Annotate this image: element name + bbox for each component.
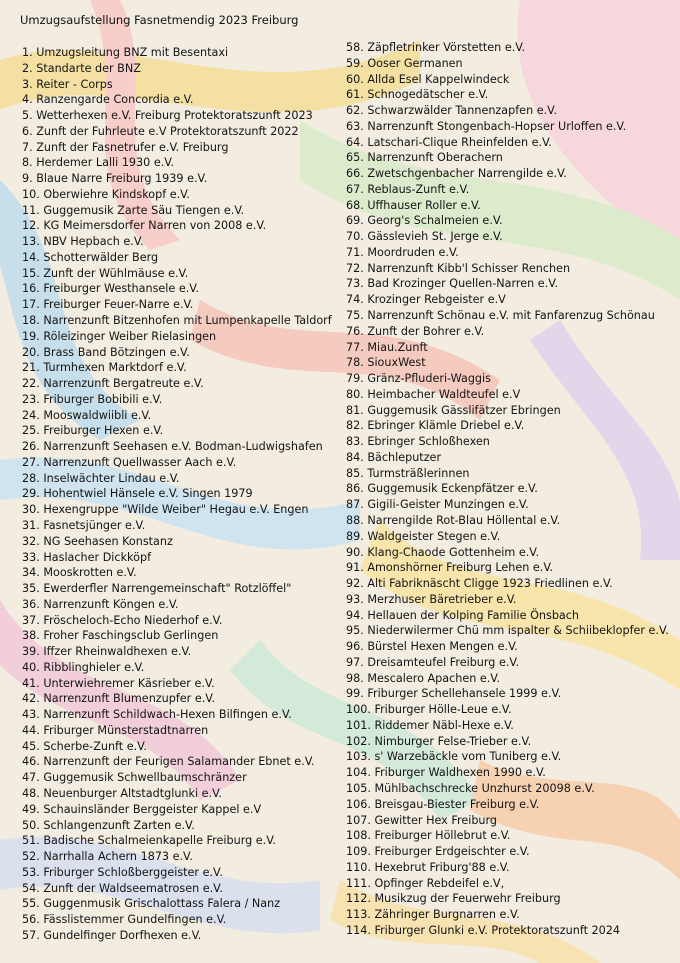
parade-list-item: 89. Waldgeister Stegen e.V.: [346, 529, 501, 543]
parade-list-item: 99. Friburger Schellehansele 1999 e.V.: [346, 687, 562, 701]
parade-list-item: 75. Narrenzunft Schönau e.V. mit Fanfarenzug Schönau: [346, 309, 655, 323]
parade-list-item: 4. Ranzengarde Concordia e.V.: [22, 93, 194, 107]
parade-list-item: 35. Ewerderfler Narrengemeinschaft" Rotzlöffel": [22, 582, 292, 596]
parade-list-item: 20. Brass Band Bötzingen e.V.: [22, 345, 190, 359]
parade-list-item: 94. Hellauen der Kolping Familie Önsbach: [346, 608, 580, 622]
parade-list-item: 16. Freiburger Westhansele e.V.: [22, 282, 200, 296]
parade-list-item: 60. Allda Esel Kappelwindeck: [346, 72, 510, 86]
parade-list-left: [22, 45, 332, 944]
parade-list-item: 25. Freiburger Hexen e.V.: [22, 424, 164, 438]
parade-list-item: 108. Freiburger Höllebrut e.V.: [346, 829, 511, 843]
parade-list-item: 14. Schotterwälder Berg: [22, 250, 159, 264]
parade-list-item: 9. Blaue Narre Freiburg 1939 e.V.: [22, 172, 208, 186]
parade-list-item: 107. Gewitter Hex Freiburg: [346, 813, 498, 827]
parade-list-item: 64. Latschari-Clique Rheinfelden e.V.: [346, 135, 552, 149]
parade-list-item: 110. Hexebrut Friburg'88 e.V.: [346, 860, 510, 874]
parade-list-item: 48. Neuenburger Altstadtglunki e.V.: [22, 786, 222, 800]
parade-list-item: 31. Fasnetsjünger e.V.: [22, 518, 146, 532]
parade-list-item: 95. Niederwilermer Chü mm ispalter & Schiibeklopfer e.V.: [346, 624, 669, 638]
parade-list-item: 105. Mühlbachschrecke Unzhurst 20098 e.V.: [346, 781, 595, 795]
parade-list-item: 61. Schnogedätscher e.V.: [346, 88, 489, 102]
parade-list-item: 104. Friburger Waldhexen 1990 e.V.: [346, 766, 546, 780]
parade-list-item: 78. SiouxWest: [346, 356, 426, 370]
parade-list-item: 18. Narrenzunft Bitzenhofen mit Lumpenkapelle Taldorf: [22, 314, 332, 328]
parade-list-item: 57. Gundelfinger Dorfhexen e.V.: [22, 928, 202, 942]
parade-list-item: 23. Friburger Bobibili e.V.: [22, 392, 163, 406]
parade-list-item: 106. Breisgau-Biester Freiburg e.V.: [346, 797, 540, 811]
parade-list-item: 97. Dreisamteufel Freiburg e.V.: [346, 655, 520, 669]
parade-list-item: 114. Friburger Glunki e.V. Protektoratszunft 2024: [346, 923, 620, 937]
parade-list-item: 93. Merzhuser Bäretrieber e.V.: [346, 592, 517, 606]
parade-list-item: 62. Schwarzwälder Tannenzapfen e.V.: [346, 104, 557, 118]
parade-list-item: 71. Moordruden e.V.: [346, 245, 459, 259]
parade-list-item: 83. Ebringer Schloßhexen: [346, 435, 490, 449]
parade-list-item: 102. Nimburger Felse-Trieber e.V.: [346, 734, 532, 748]
parade-list-item: 32. NG Seehasen Konstanz: [22, 534, 173, 548]
parade-list-item: 55. Guggenmusik Grischalottass Falera / Nanz: [22, 897, 281, 911]
parade-list-item: 92. Alti Fabriknäscht Cligge 1923 Friedlinen e.V.: [346, 577, 613, 591]
parade-list-item: 7. Zunft der Fasnetrufer e.V. Freiburg: [22, 140, 229, 154]
parade-list-item: 13. NBV Hepbach e.V.: [22, 235, 144, 249]
parade-list-item: 67. Reblaus-Zunft e.V.: [346, 182, 470, 196]
parade-list-item: 2. Standarte der BNZ: [22, 61, 141, 75]
parade-list-item: 68. Uffhauser Roller e.V.: [346, 198, 481, 212]
parade-list-item: 65. Narrenzunft Oberachern: [346, 151, 503, 165]
parade-list-item: 27. Narrenzunft Quellwasser Aach e.V.: [22, 455, 237, 469]
parade-list-item: 34. Mooskrotten e.V.: [22, 566, 137, 580]
parade-list-item: 19. Röleizinger Weiber Rielasingen: [22, 329, 217, 343]
parade-list-item: 72. Narrenzunft Kibb'l Schisser Renchen: [346, 261, 571, 275]
parade-list-item: 21. Turmhexen Marktdorf e.V.: [22, 361, 187, 375]
parade-list-item: 58. Zäpfletrinker Vörstetten e.V.: [346, 41, 526, 54]
parade-list-right: [346, 40, 669, 939]
parade-list-item: 84. Bächleputzer: [346, 450, 442, 464]
parade-list-item: 15. Zunft der Wühlmäuse e.V.: [22, 266, 189, 280]
parade-list-item: 17. Freiburger Feuer-Narre e.V.: [22, 298, 194, 312]
parade-list-item: 12. KG Meimersdorfer Narren von 2008 e.V.: [22, 219, 267, 233]
parade-list-item: 96. Bürstel Hexen Mengen e.V.: [346, 640, 518, 654]
parade-list-item: 77. Miau.Zunft: [346, 340, 428, 354]
parade-list-item: 10. Oberwiehre Kindskopf e.V.: [22, 187, 190, 201]
parade-list-item: 40. Ribblinghieler e.V.: [22, 660, 145, 674]
parade-list-item: 33. Haslacher Dickköpf: [22, 550, 152, 564]
parade-list-item: 63. Narrenzunft Stongenbach-Hopser Urloffen e.V.: [346, 119, 627, 133]
parade-list-item: 3. Reiter - Corps: [22, 77, 113, 91]
parade-list-item: 103. s' Warzebäckle vom Tuniberg e.V.: [346, 750, 562, 764]
parade-list-item: 100. Friburger Hölle-Leue e.V.: [346, 703, 512, 717]
parade-list-item: 73. Bad Krozinger Quellen-Narren e.V.: [346, 277, 559, 291]
document-title: Umzugsaufstellung Fasnetmendig 2023 Freiburg: [20, 13, 299, 27]
parade-list-item: 74. Krozinger Rebgeister e.V: [346, 293, 506, 307]
parade-list-item: 82. Ebringer Klämle Driebel e.V.: [346, 419, 525, 433]
parade-list-item: 11. Guggemusik Zarte Säu Tiengen e.V.: [22, 203, 245, 217]
parade-list-item: 69. Georg's Schalmeien e.V.: [346, 214, 503, 228]
parade-list-item: 90. Klang-Chaode Gottenheim e.V.: [346, 545, 540, 559]
parade-list-item: 53. Friburger Schloßberggeister e.V.: [22, 865, 223, 879]
parade-list-item: 66. Zwetschgenbacher Narrengilde e.V.: [346, 167, 567, 181]
parade-list-item: 44. Friburger Münsterstadtnarren: [22, 723, 209, 737]
parade-list-item: 46. Narrenzunft der Feurigen Salamander Ebnet e.V.: [22, 755, 315, 769]
parade-list-item: 76. Zunft der Bohrer e.V.: [346, 324, 485, 338]
parade-list-item: 5. Wetterhexen e.V. Freiburg Protektoratszunft 2023: [22, 109, 313, 123]
parade-list-item: 41. Unterwiehremer Käsrieber e.V.: [22, 676, 215, 690]
parade-list-item: 113. Zähringer Burgnarren e.V.: [346, 908, 520, 922]
parade-list-item: 36. Narrenzunft Köngen e.V.: [22, 597, 179, 611]
parade-list-item: 52. Narrhalla Achern 1873 e.V.: [22, 850, 193, 864]
parade-list-item: 54. Zunft der Waldseematrosen e.V.: [22, 881, 223, 895]
parade-list-item: 109. Freiburger Erdgeischter e.V.: [346, 845, 530, 859]
parade-list-item: 51. Badische Schalmeienkapelle Freiburg e.V.: [22, 834, 276, 848]
parade-list-item: 29. Hohentwiel Hänsele e.V. Singen 1979: [22, 487, 253, 501]
parade-list-item: 86. Guggemusik Eckenpfätzer e.V.: [346, 482, 538, 496]
parade-list-item: 70. Gässlevieh St. Jerge e.V.: [346, 230, 503, 244]
parade-list-item: 56. Fässlistemmer Gundelfingen e.V.: [22, 913, 227, 927]
parade-list-item: 42. Narrenzunft Blumenzupfer e.V.: [22, 692, 216, 706]
parade-list-item: 79. Gränz-Pfluderi-Waggis: [346, 372, 491, 386]
parade-list-item: 81. Guggemusik Gässlifätzer Ebringen: [346, 403, 561, 417]
parade-list-item: 37. Fröscheloch-Echo Niederhof e.V.: [22, 613, 223, 627]
parade-list-item: 91. Amonshörner Freiburg Lehen e.V.: [346, 561, 554, 575]
parade-list-item: 30. Hexengruppe "Wilde Weiber" Hegau e.V. Engen: [22, 503, 309, 517]
parade-list-item: 1. Umzugsleitung BNZ mit Besentaxi: [22, 46, 229, 59]
parade-list-item: 47. Guggemusik Schwellbaumschränzer: [22, 771, 247, 785]
parade-list-item: 101. Riddemer Näbl-Hexe e.V.: [346, 718, 514, 732]
parade-list-item: 88. Narrengilde Rot-Blau Höllental e.V.: [346, 513, 561, 527]
parade-list-item: 50. Schlangenzunft Zarten e.V.: [22, 818, 195, 832]
parade-list-item: 24. Mooswaldwiibli e.V.: [22, 408, 152, 422]
parade-list-item: 43. Narrenzunft Schildwach-Hexen Bilfingen e.V.: [22, 708, 292, 722]
parade-list-item: 98. Mescalero Apachen e.V.: [346, 671, 501, 685]
parade-list-item: 38. Froher Faschingsclub Gerlingen: [22, 629, 219, 643]
parade-list-item: 28. Inselwächter Lindau e.V.: [22, 471, 180, 485]
parade-list-item: 111. Opfinger Rebdeifel e.V,: [346, 876, 505, 890]
parade-list-item: 80. Heimbacher Waldteufel e.V: [346, 387, 521, 401]
parade-list-item: 85. Turmsträßlerinnen: [346, 466, 470, 480]
parade-list-item: 59. Ooser Germanen: [346, 56, 463, 70]
parade-list-item: 39. Iffzer Rheinwaldhexen e.V.: [22, 645, 192, 659]
parade-list-item: 26. Narrenzunft Seehasen e.V. Bodman-Ludwigshafen: [22, 440, 323, 454]
parade-list-item: 6. Zunft der Fuhrleute e.V Protektoratszunft 2022: [22, 124, 299, 138]
parade-list-item: 45. Scherbe-Zunft e.V.: [22, 739, 147, 753]
parade-list-item: 87. Gigili-Geister Munzingen e.V.: [346, 498, 529, 512]
parade-list-item: 112. Musikzug der Feuerwehr Freiburg: [346, 892, 561, 906]
parade-list-item: 22. Narrenzunft Bergatreute e.V.: [22, 377, 204, 391]
parade-list-item: 49. Schauinsländer Berggeister Kappel e.V: [22, 802, 262, 816]
parade-list-item: 8. Herdemer Lalli 1930 e.V.: [22, 156, 175, 170]
